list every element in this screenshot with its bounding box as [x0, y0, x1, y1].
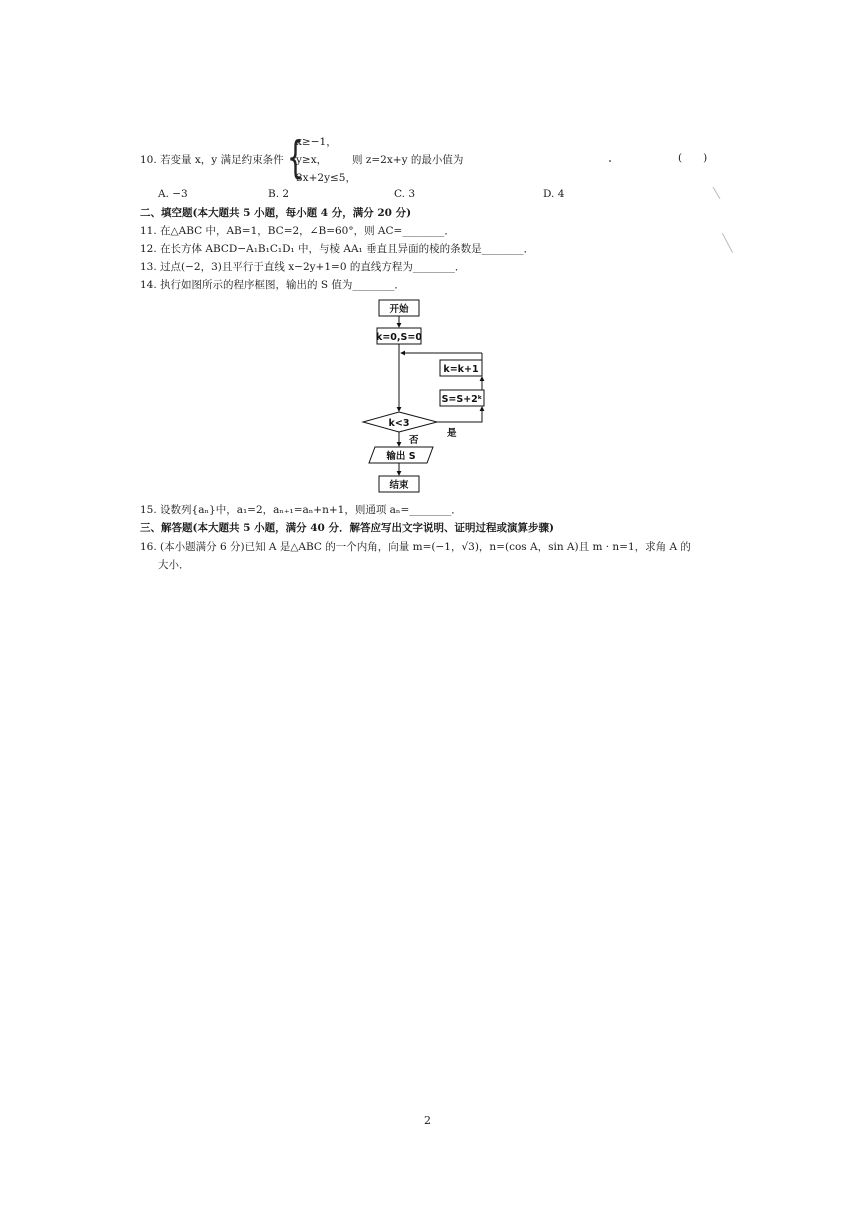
q10-option-d: D. 4 [543, 188, 565, 200]
q10-constraint-1: x≥−1， [296, 136, 337, 148]
q10-constraint-system [287, 132, 356, 186]
q10-option-c: C. 3 [394, 188, 416, 200]
q15-text: 15. 设数列{aₙ}中，a₁=2，aₙ₊₁=aₙ+n+1，则通项 aₙ=________． [140, 504, 462, 516]
flow-increment-label: k=k+1 [443, 364, 479, 375]
flow-update-label: S=S+2ᵏ [441, 394, 483, 405]
scan-speck [609, 160, 611, 162]
flow-output-label: 输出 S [386, 451, 416, 462]
q10-constraint-3: 3x+2y≤5， [296, 172, 356, 184]
q10-tail: 则 z=2x+y 的最小值为 [352, 154, 464, 166]
q14-text: 14. 执行如图所示的程序框图，输出的 S 值为________． [140, 279, 405, 291]
q10-constraint-2: y≥x， [296, 154, 328, 166]
left-brace-icon: { [287, 132, 304, 183]
q16-line2: 大小． [158, 559, 190, 571]
q12-text: 12. 在长方体 ABCD−A₁B₁C₁D₁ 中，与棱 AA₁ 垂直且异面的棱的条数是________． [140, 243, 535, 255]
flow-condition-label: k<3 [388, 418, 410, 429]
q10-option-a: A. −3 [158, 188, 188, 200]
program-flowchart [355, 298, 485, 494]
flow-no-label: 否 [409, 435, 419, 446]
flow-yes-label: 是 [447, 428, 457, 439]
q10-stem: 10. 若变量 x，y 满足约束条件 [140, 154, 284, 166]
scan-streak [722, 233, 733, 253]
flow-init-label: k=0,S=0 [376, 332, 422, 343]
page-number: 2 [424, 1114, 431, 1127]
q10-answer-bracket: ( ) [678, 152, 708, 164]
section2-heading: 二、填空题(本大题共 5 小题，每小题 4 分，满分 20 分) [140, 207, 412, 219]
q13-text: 13. 过点(−2，3)且平行于直线 x−2y+1=0 的直线方程为________． [140, 261, 466, 273]
flow-end-label: 结束 [389, 480, 409, 491]
q16-line1: 16. (本小题满分 6 分)已知 A 是△ABC 的一个内角，向量 m=(−1，√3)，n=(cos A，sin A)且 m · n=1，求角 A 的 [140, 541, 691, 553]
q11-text: 11. 在△ABC 中，AB=1，BC=2，∠B=60°，则 AC=________． [140, 225, 455, 237]
q10-option-b: B. 2 [268, 188, 290, 200]
section3-heading: 三、解答题(本大题共 5 小题，满分 40 分．解答应写出文字说明、证明过程或演算步骤) [140, 522, 554, 534]
flow-start-label: 开始 [389, 304, 409, 315]
scan-streak [713, 187, 721, 200]
